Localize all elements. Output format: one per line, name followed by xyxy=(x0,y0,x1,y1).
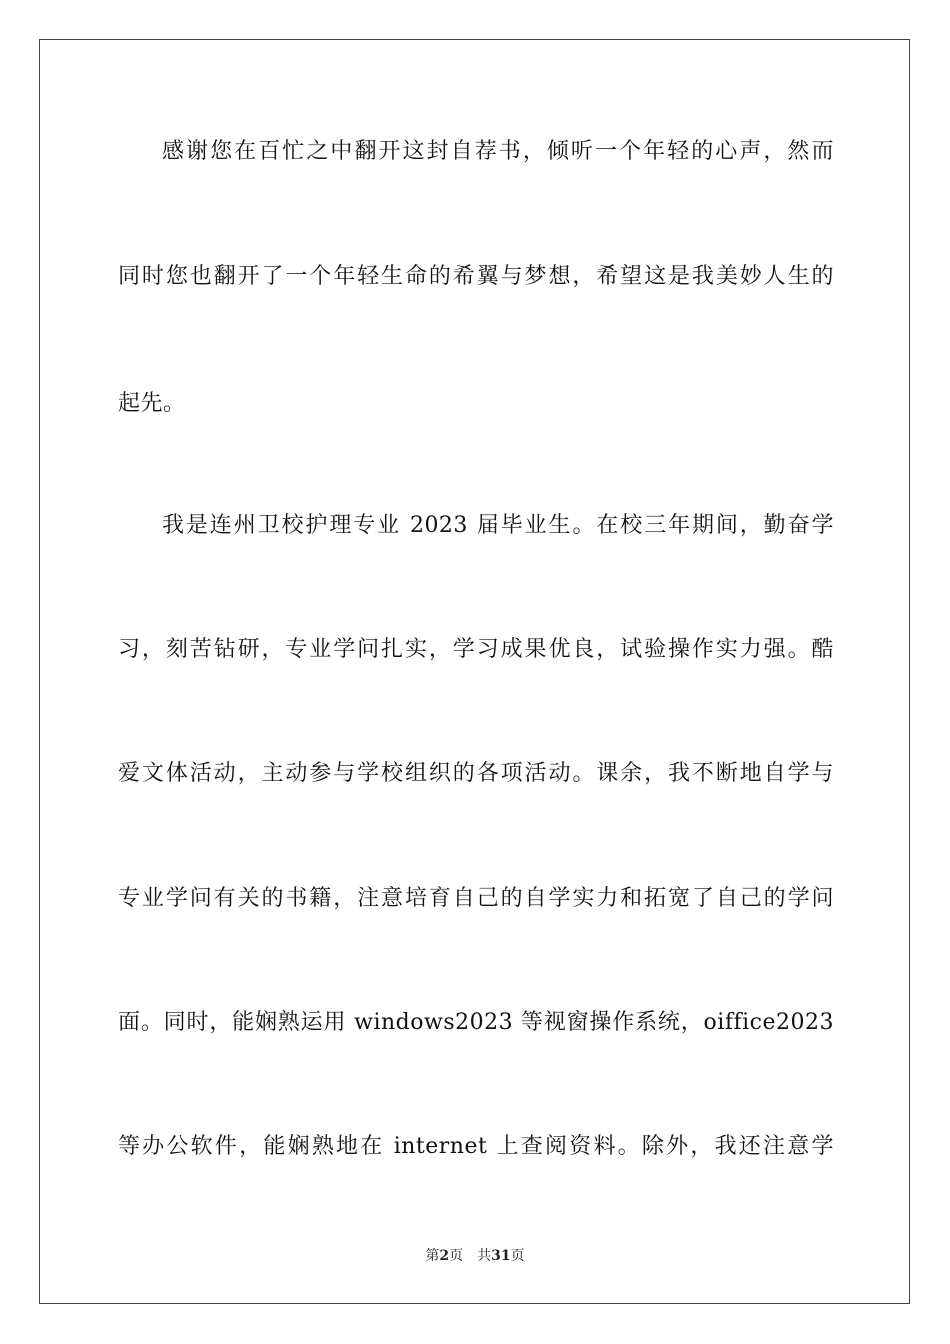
text-line-3: 起先。 xyxy=(118,391,186,416)
page-border xyxy=(39,39,910,1304)
text-line-9: 等办公软件，能娴熟地在 internet 上查阅资料。除外，我还注意学 xyxy=(118,1134,834,1159)
footer-total-suffix: 页 xyxy=(510,1248,525,1264)
text-line-5: 习，刻苦钻研，专业学问扎实，学习成果优良，试验操作实力强。酷 xyxy=(118,637,834,662)
text-line-6: 爱文体活动，主动参与学校组织的各项活动。课余，我不断地自学与 xyxy=(118,761,834,786)
text-line-2: 同时您也翻开了一个年轻生命的希翼与梦想，希望这是我美妙人生的 xyxy=(118,264,834,289)
text-line-4: 我是连州卫校护理专业 2023 届毕业生。在校三年期间，勤奋学 xyxy=(162,513,834,538)
text-line-8: 面。同时，能娴熟运用 windows2023 等视窗操作系统，oiffice2023 xyxy=(118,1010,834,1035)
footer-total-prefix: 共 xyxy=(477,1248,492,1264)
footer-page-number: 2 xyxy=(439,1248,450,1264)
footer-page-suffix: 页 xyxy=(449,1248,464,1264)
page-footer xyxy=(0,1246,950,1266)
footer-page-prefix: 第 xyxy=(425,1248,440,1264)
text-line-7: 专业学问有关的书籍，注意培育自己的自学实力和拓宽了自己的学问 xyxy=(118,886,834,911)
text-line-1: 感谢您在百忙之中翻开这封自荐书，倾听一个年轻的心声，然而 xyxy=(162,139,834,164)
footer-total-pages: 31 xyxy=(491,1248,511,1264)
